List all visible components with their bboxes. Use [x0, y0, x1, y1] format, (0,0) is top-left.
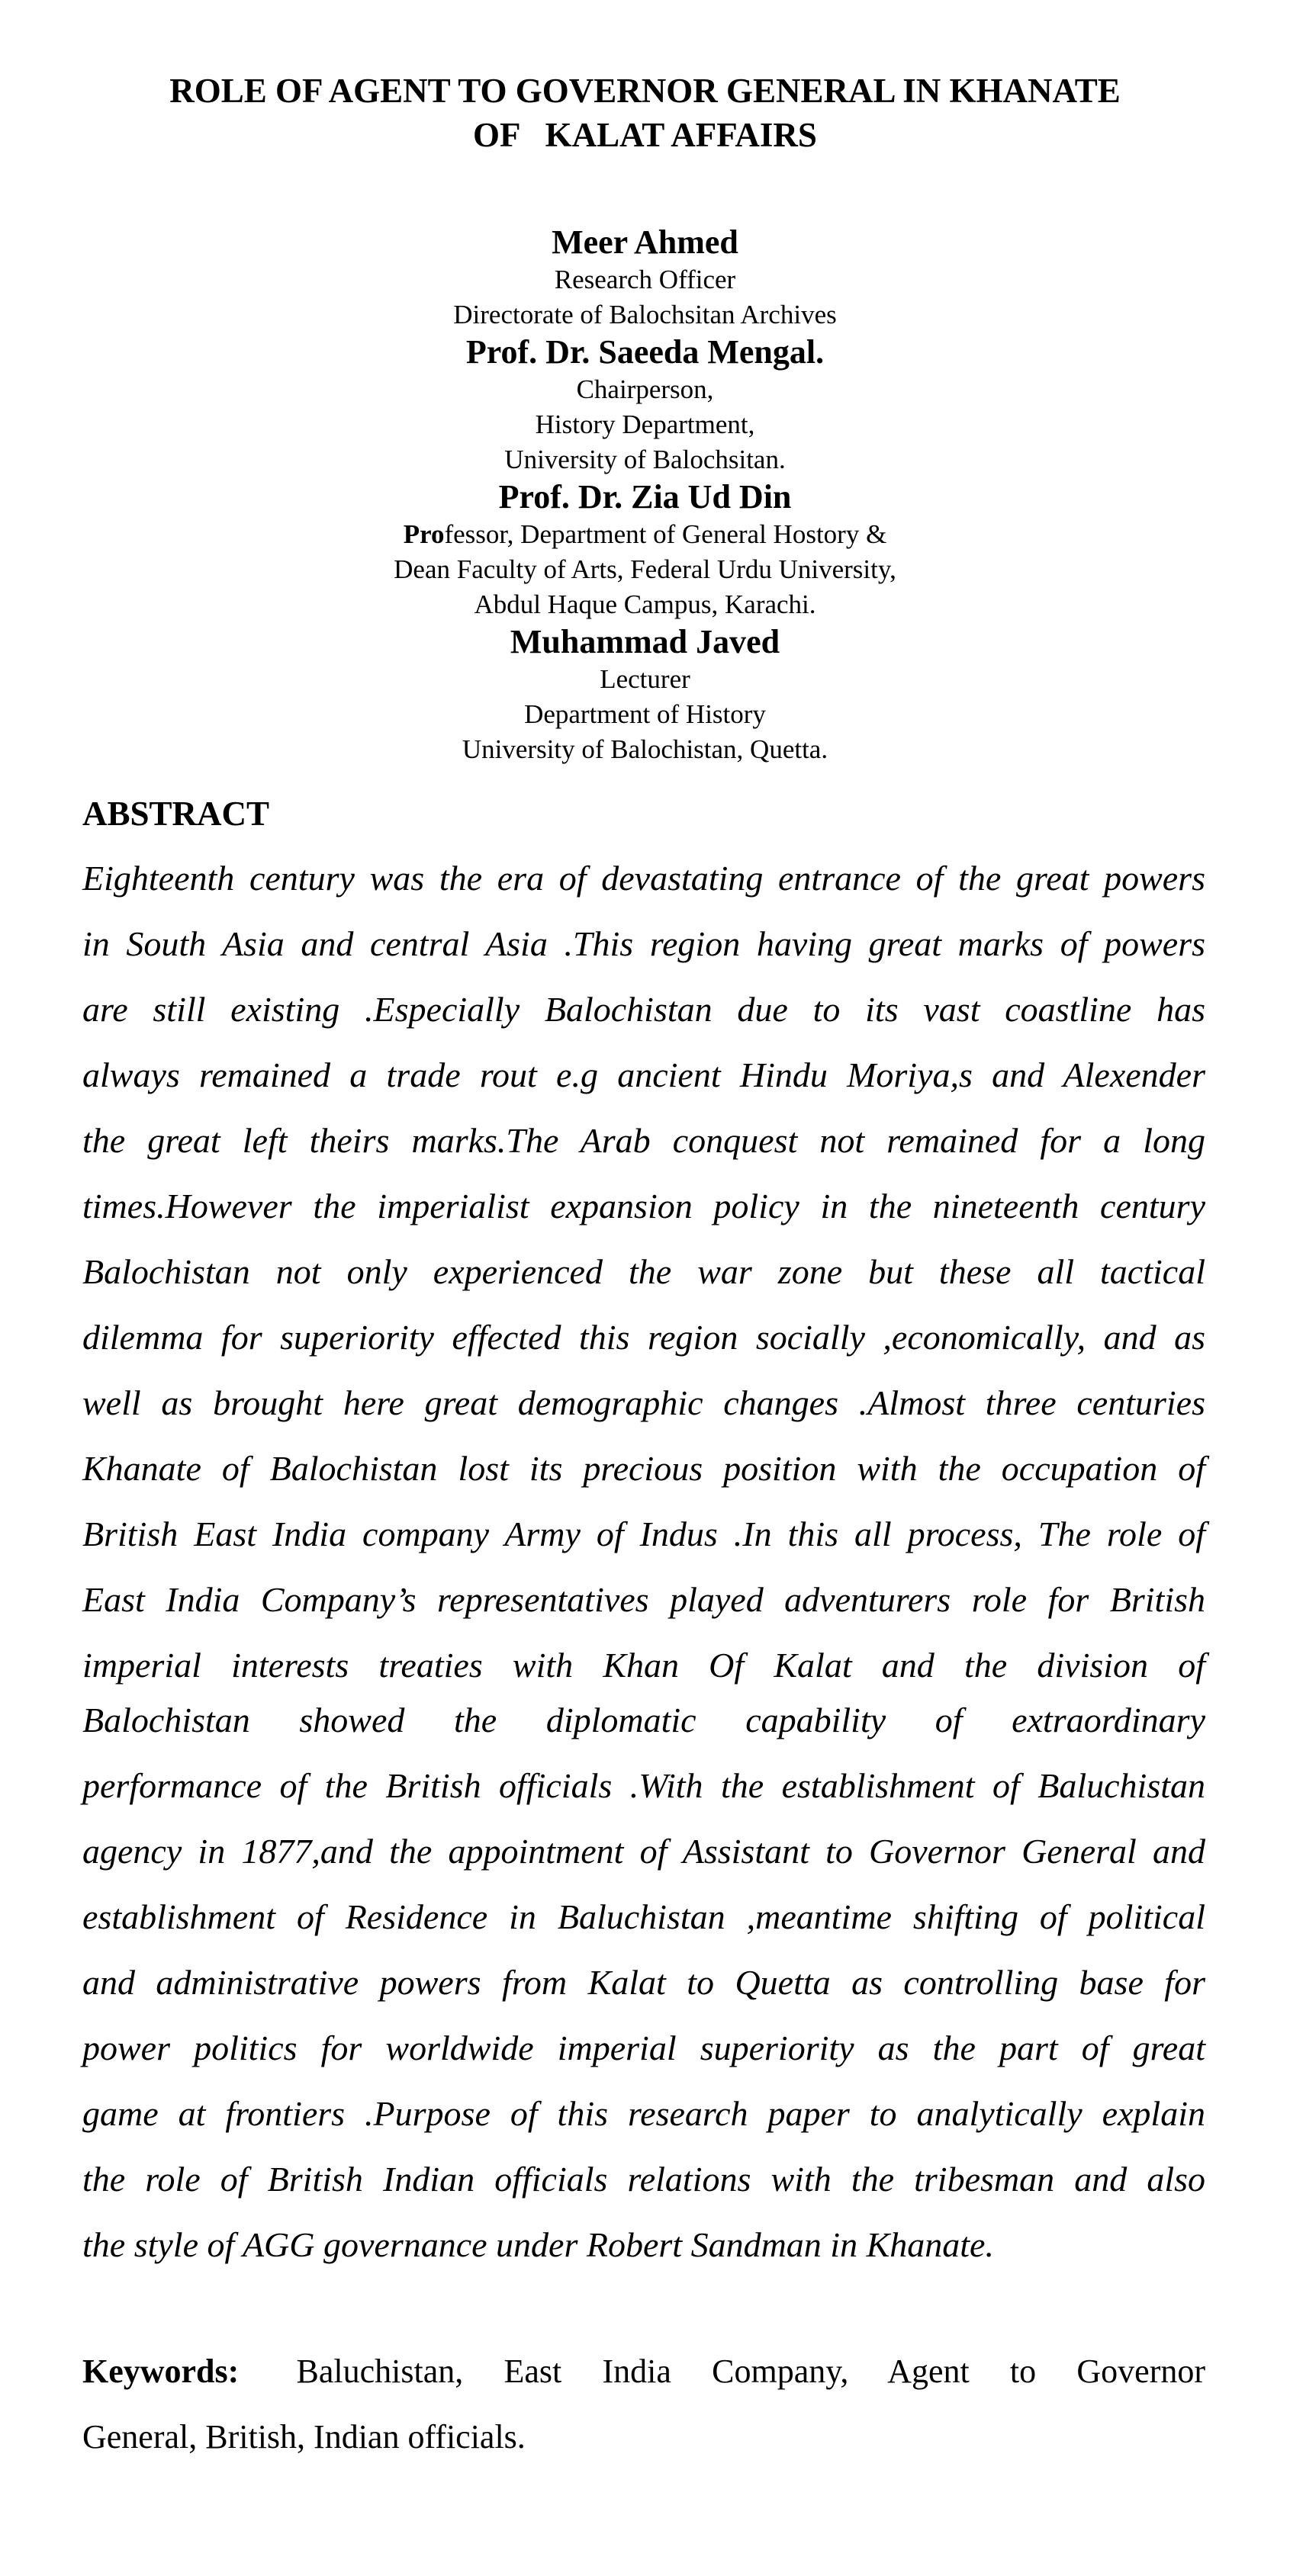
abstract-line: in South Asia and central Asia .This region having great marks of powers	[82, 924, 1205, 963]
keywords-line-2: General, British, Indian officials.	[82, 2418, 526, 2456]
keywords-label: Keywords:	[82, 2353, 240, 2390]
author-1	[0, 223, 1290, 332]
abstract-line: times.However the imperialist expansion policy in the nineteenth century	[82, 1187, 1205, 1225]
author-affiliation: History Department,	[535, 410, 755, 439]
abstract-line: always remained a trade rout e.g ancient Hindu Moriya,s and Alexender	[82, 1055, 1205, 1094]
affiliation-rest: fessor, Department of General Hostory &	[444, 519, 887, 549]
abstract-line: and administrative powers from Kalat to Quetta as controlling base for	[82, 1963, 1205, 2002]
abstract-line: Balochistan not only experienced the war zone but these all tactical	[82, 1252, 1205, 1291]
author-affiliation: Research Officer	[554, 265, 736, 294]
abstract-line: Balochistan showed the diplomatic capability of extraordinary	[82, 1701, 1205, 1739]
author-2	[0, 332, 1290, 477]
author-affiliation: Department of History	[524, 699, 766, 729]
abstract-line: power politics for worldwide imperial superiority as the part of great	[82, 2028, 1205, 2067]
author-4	[0, 622, 1290, 767]
abstract-line: the great left theirs marks.The Arab conquest not remained for a long	[82, 1121, 1205, 1160]
author-block	[0, 223, 1290, 767]
abstract-line: game at frontiers .Purpose of this research paper to analytically explain	[82, 2094, 1205, 2133]
abstract-line: performance of the British officials .With the establishment of Baluchistan	[82, 1766, 1205, 1805]
author-name: Meer Ahmed	[552, 223, 738, 261]
author-affiliation: University of Balochsitan.	[504, 445, 786, 474]
author-affiliation: Chairperson,	[576, 374, 714, 404]
author-name: Prof. Dr. Saeeda Mengal.	[465, 333, 825, 371]
abstract-line: agency in 1877,and the appointment of Assistant to Governor General and	[82, 1832, 1205, 1871]
author-affiliation	[0, 517, 1290, 552]
abstract-line: the role of British Indian officials relations with the tribesman and also	[82, 2160, 1205, 2199]
abstract-body	[82, 856, 1205, 2288]
author-affiliation: Directorate of Balochsitan Archives	[453, 300, 837, 329]
keywords-section	[82, 2349, 1205, 2480]
abstract-heading: ABSTRACT	[82, 795, 270, 833]
abstract-line: Eighteenth century was the era of devastating entrance of the great powers	[82, 859, 1205, 898]
paper-title	[0, 69, 1290, 157]
author-3	[0, 477, 1290, 622]
abstract-line: East India Company’s representatives played adventurers role for British	[82, 1580, 1205, 1619]
title-line-1: ROLE OF AGENT TO GOVERNOR GENERAL IN KHANATE	[169, 72, 1121, 110]
author-affiliation: Dean Faculty of Arts, Federal Urdu University,	[394, 554, 896, 584]
abstract-line: are still existing .Especially Balochistan due to its vast coastline has	[82, 990, 1205, 1029]
abstract-line: establishment of Residence in Baluchistan ,meantime shifting of political	[82, 1897, 1205, 1936]
author-name: Prof. Dr. Zia Ud Din	[498, 478, 792, 516]
title-line-2: OF KALAT AFFAIRS	[473, 116, 817, 154]
author-affiliation: University of Balochistan, Quetta.	[462, 734, 828, 764]
author-affiliation: Abdul Haque Campus, Karachi.	[474, 589, 816, 619]
abstract-line: British East India company Army of Indus .In this all process, The role of	[82, 1514, 1205, 1553]
author-name: Muhammad Javed	[510, 623, 780, 660]
affiliation-bold-prefix: Pro	[403, 519, 445, 549]
abstract-line: imperial interests treaties with Khan Of Kalat and the division of	[82, 1646, 1205, 1685]
author-affiliation: Lecturer	[600, 664, 690, 694]
keywords-text-1: Baluchistan, East India Company, Agent to Governor	[296, 2353, 1205, 2390]
abstract-line: dilemma for superiority effected this region socially ,economically, and as	[82, 1318, 1205, 1357]
abstract-line: the style of AGG governance under Robert Sandman in Khanate.	[82, 2225, 994, 2264]
abstract-line: Khanate of Balochistan lost its precious position with the occupation of	[82, 1449, 1205, 1488]
keywords-line-1	[82, 2349, 1205, 2414]
abstract-line: well as brought here great demographic changes .Almost three centuries	[82, 1383, 1205, 1422]
